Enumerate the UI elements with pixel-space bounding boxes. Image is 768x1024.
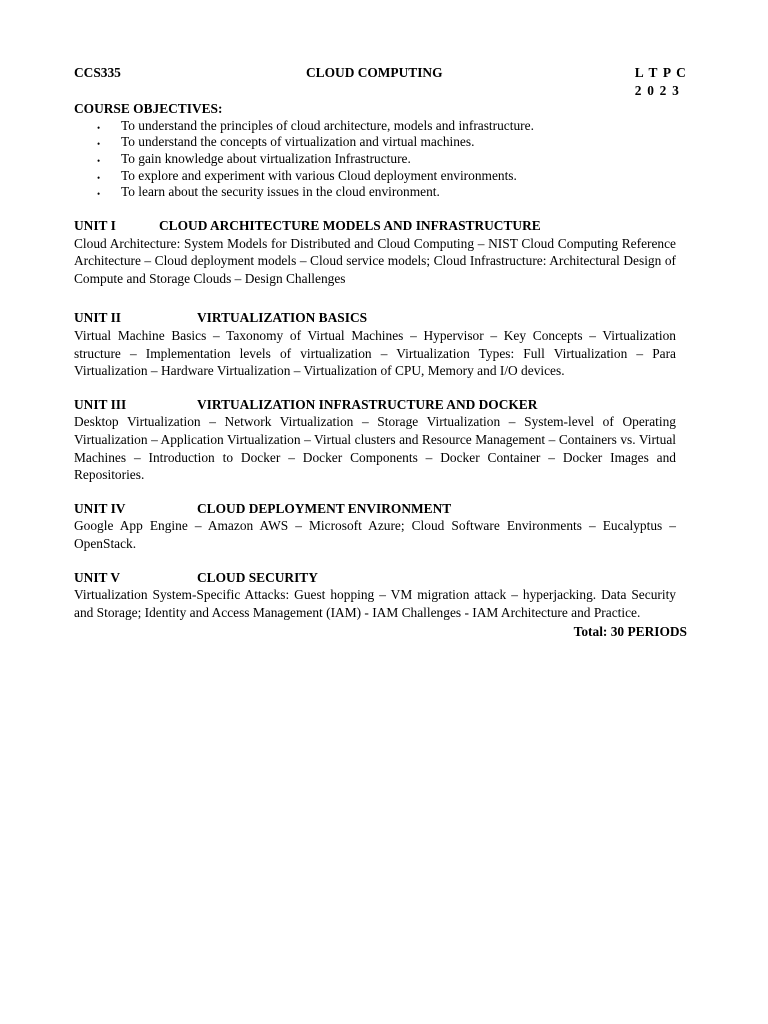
unit-body: Google App Engine – Amazon AWS – Microsoft Azure; Cloud Software Environments – Eucalyptus – OpenStack. [74, 518, 676, 551]
bullet-icon: • [97, 172, 101, 183]
total-periods: Total: 30 PERIODS [573, 624, 687, 640]
unit-body: Virtual Machine Basics – Taxonomy of Virtual Machines – Hypervisor – Key Concepts – Virtualization structure – Implementation levels of virtualization – Virtualization Types: Full Virtualization – Para Virtualization – Hardware Virtualization – Virtualization of CPU, Memory and I/O devices. [74, 328, 676, 379]
list-item [74, 168, 687, 185]
objective-text: To learn about the security issues in the cloud environment. [121, 184, 440, 200]
unit-title: VIRTUALIZATION BASICS [197, 310, 368, 326]
unit-title: VIRTUALIZATION INFRASTRUCTURE AND DOCKER [197, 396, 538, 412]
unit-heading [74, 569, 687, 587]
unit-title: CLOUD DEPLOYMENT ENVIRONMENT [197, 500, 452, 516]
objectives-list [74, 118, 687, 201]
unit-label: UNIT III [74, 396, 127, 412]
list-item [74, 118, 687, 135]
list-item [74, 134, 687, 151]
unit-section [74, 396, 687, 484]
list-item [74, 184, 687, 201]
bullet-icon: • [97, 139, 101, 150]
unit-label: UNIT V [74, 569, 121, 585]
unit-body: Cloud Architecture: System Models for Distributed and Cloud Computing – NIST Cloud Computing Reference Architecture – Cloud deployment models – Cloud service models; Cloud Infrastructure: Architectural Design of Compute and Storage Clouds – Design Challenges [74, 235, 676, 286]
objective-text: To understand the concepts of virtualization and virtual machines. [121, 134, 475, 150]
objectives-heading: COURSE OBJECTIVES: [74, 101, 223, 116]
unit-label: UNIT II [74, 310, 122, 326]
course-header [74, 64, 687, 100]
unit-body: Desktop Virtualization – Network Virtualization – Storage Virtualization – System-level of Operating Virtualization – Application Virtualization – Virtual clusters and Resource Management – Containers vs. Virtual Machines – Introduction to Docker – Docker Components – Docker Container – Docker Images and Repositories. [74, 414, 676, 483]
unit-section [74, 309, 687, 379]
objective-text: To understand the principles of cloud architecture, models and infrastructure. [121, 117, 534, 133]
course-code: CCS335 [74, 65, 121, 80]
unit-heading [74, 500, 687, 518]
course-title: CLOUD COMPUTING [306, 65, 443, 80]
objective-text: To explore and experiment with various Cloud deployment environments. [121, 167, 517, 183]
unit-heading [74, 217, 687, 235]
bullet-icon: • [97, 189, 101, 200]
unit-title: CLOUD SECURITY [197, 569, 318, 585]
ltpc-labels: L T P C [634, 65, 687, 80]
ltpc-values: 2 0 2 3 [634, 82, 681, 98]
syllabus-page [74, 64, 687, 641]
unit-section [74, 569, 687, 622]
objective-text: To gain knowledge about virtualization Infrastructure. [121, 150, 411, 166]
unit-label: UNIT IV [74, 500, 126, 516]
list-item [74, 151, 687, 168]
ltpc-block [635, 64, 687, 99]
unit-heading [74, 396, 687, 414]
unit-label: UNIT I [74, 218, 116, 234]
unit-section [74, 217, 687, 287]
unit-heading [74, 309, 687, 327]
bullet-icon: • [97, 122, 101, 133]
unit-section [74, 500, 687, 553]
bullet-icon: • [97, 155, 101, 166]
unit-body: Virtualization System-Specific Attacks: Guest hopping – VM migration attack – hyperjacking. Data Security and Storage; Identity and Access Management (IAM) - IAM Challenges - IAM Architecture and Practice. [74, 587, 676, 620]
unit-title: CLOUD ARCHITECTURE MODELS AND INFRASTRUCTURE [159, 218, 541, 234]
